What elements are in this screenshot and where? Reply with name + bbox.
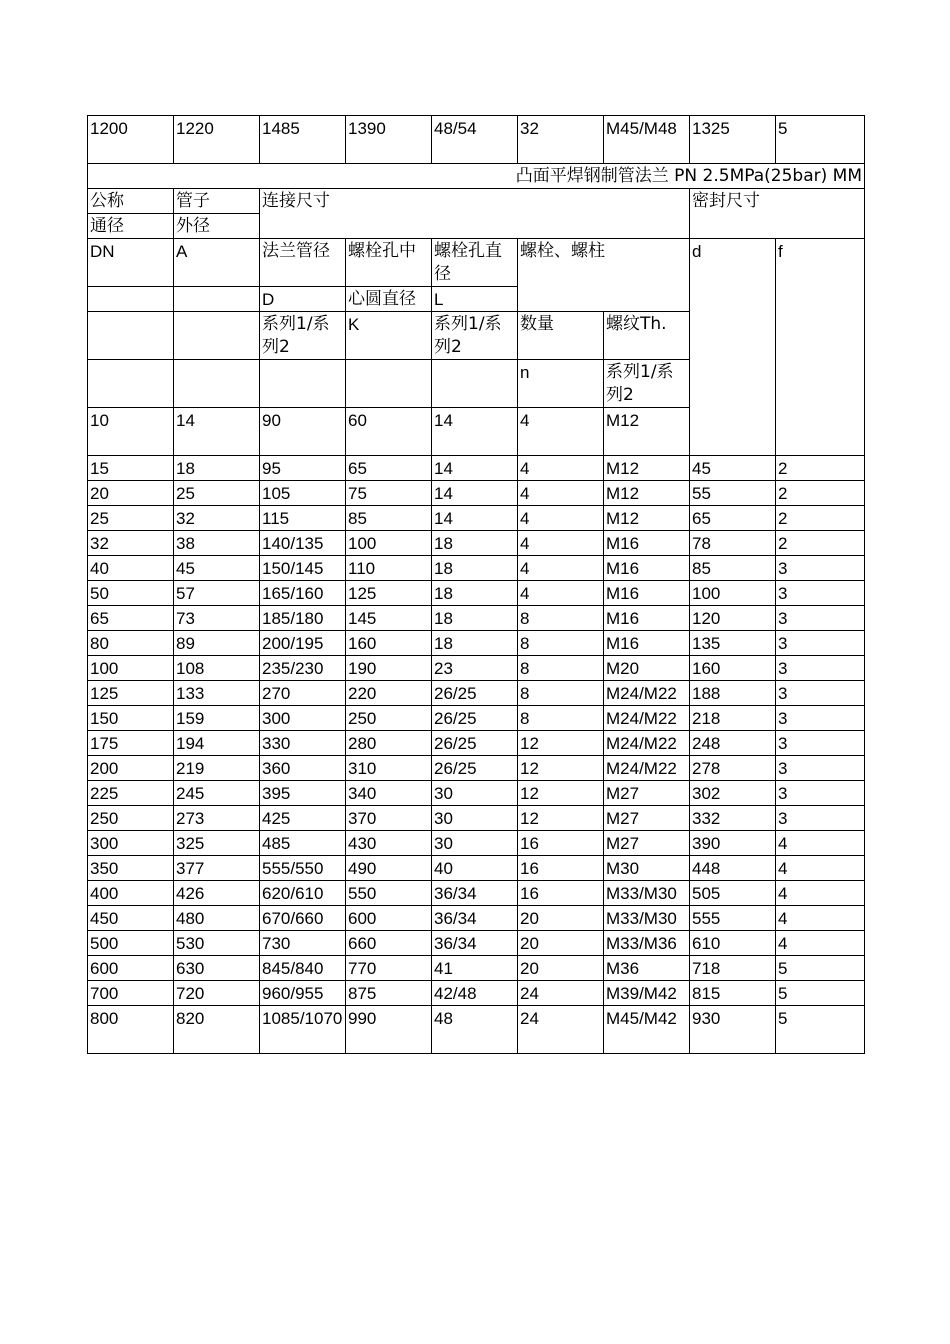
header-L: L <box>432 287 518 312</box>
table-cell: 8 <box>518 681 604 706</box>
header-thread: 螺纹Th. <box>604 312 690 360</box>
table-cell: M27 <box>604 781 690 806</box>
table-cell: 350 <box>88 856 174 881</box>
table-cell: 165/160 <box>260 581 346 606</box>
table-row <box>88 806 865 831</box>
table-cell: 340 <box>346 781 432 806</box>
table-cell: 20 <box>518 956 604 981</box>
table-cell: 3 <box>776 806 865 831</box>
table-cell: M36 <box>604 956 690 981</box>
table-cell: 530 <box>174 931 260 956</box>
table-cell: 660 <box>346 931 432 956</box>
table-cell: 12 <box>518 781 604 806</box>
table-cell: M16 <box>604 581 690 606</box>
table-cell: 65 <box>690 506 776 531</box>
table-cell: 20 <box>518 906 604 931</box>
table-cell: M24/M22 <box>604 706 690 731</box>
table-cell: 135 <box>690 631 776 656</box>
empty-cell <box>88 287 174 312</box>
empty-cell <box>174 360 260 408</box>
table-cell: 700 <box>88 981 174 1006</box>
top-cell: 1220 <box>174 116 260 164</box>
table-cell: 218 <box>690 706 776 731</box>
header-connection: 连接尺寸 <box>260 189 690 239</box>
table-cell: 4 <box>518 556 604 581</box>
table-cell: 875 <box>346 981 432 1006</box>
header-pipe-1: 管子 <box>174 189 260 214</box>
table-cell: 26/25 <box>432 706 518 731</box>
table-cell: 12 <box>518 756 604 781</box>
empty-cell <box>432 360 518 408</box>
header-pipe-2: 外径 <box>174 214 260 239</box>
header-bolt-center-2: 心圆直径 <box>346 287 432 312</box>
table-cell: 3 <box>776 656 865 681</box>
table-row <box>88 481 865 506</box>
table-cell: 245 <box>174 781 260 806</box>
table-cell: 720 <box>174 981 260 1006</box>
table-cell: 430 <box>346 831 432 856</box>
table-cell: 32 <box>88 531 174 556</box>
table-row <box>88 781 865 806</box>
table-cell: 4 <box>776 906 865 931</box>
header-n: n <box>518 360 604 408</box>
table-cell: 65 <box>346 456 432 481</box>
table-cell: 2 <box>776 531 865 556</box>
table-cell: 4 <box>518 408 604 456</box>
table-cell: 3 <box>776 556 865 581</box>
table-cell: 270 <box>260 681 346 706</box>
table-cell: M12 <box>604 408 690 456</box>
table-cell: 115 <box>260 506 346 531</box>
table-cell: 16 <box>518 881 604 906</box>
table-cell: 108 <box>174 656 260 681</box>
table-cell: 125 <box>88 681 174 706</box>
table-cell: 25 <box>174 481 260 506</box>
table-cell: 65 <box>88 606 174 631</box>
table-cell: 40 <box>432 856 518 881</box>
table-cell: 16 <box>518 831 604 856</box>
table-cell: 36/34 <box>432 931 518 956</box>
table-row <box>88 881 865 906</box>
table-cell: M30 <box>604 856 690 881</box>
empty-cell <box>346 360 432 408</box>
table-cell: 550 <box>346 881 432 906</box>
table-row <box>88 556 865 581</box>
table-cell: 14 <box>432 456 518 481</box>
table-cell: 14 <box>432 481 518 506</box>
header-bolt: 螺栓、螺柱 <box>518 239 690 312</box>
table-cell: 485 <box>260 831 346 856</box>
table-cell: 200 <box>88 756 174 781</box>
table-cell: 4 <box>518 481 604 506</box>
table-cell: 370 <box>346 806 432 831</box>
table-row <box>88 956 865 981</box>
table-cell: 500 <box>88 931 174 956</box>
table-cell: 3 <box>776 706 865 731</box>
table-cell: 4 <box>776 881 865 906</box>
table-cell: M16 <box>604 531 690 556</box>
table-cell: 3 <box>776 581 865 606</box>
table-cell: 630 <box>174 956 260 981</box>
table-row <box>88 631 865 656</box>
table-cell: 24 <box>518 1006 604 1054</box>
table-cell: 8 <box>518 656 604 681</box>
table-cell: M27 <box>604 806 690 831</box>
table-cell: 12 <box>518 806 604 831</box>
table-cell: 278 <box>690 756 776 781</box>
table-cell: 2 <box>776 506 865 531</box>
table-cell: 18 <box>432 631 518 656</box>
table-cell: 990 <box>346 1006 432 1054</box>
empty-cell <box>88 360 174 408</box>
header-bolt-hole: 螺栓孔直径 <box>432 239 518 287</box>
table-cell: 60 <box>346 408 432 456</box>
table-cell: 26/25 <box>432 756 518 781</box>
table-cell: 8 <box>518 631 604 656</box>
table-cell: 188 <box>690 681 776 706</box>
table-cell: 3 <box>776 606 865 631</box>
header-K: K <box>346 312 432 360</box>
table-cell: 48 <box>432 1006 518 1054</box>
table-cell: M20 <box>604 656 690 681</box>
empty-cell <box>174 287 260 312</box>
table-cell: 3 <box>776 756 865 781</box>
table-cell: 110 <box>346 556 432 581</box>
table-cell: 45 <box>690 456 776 481</box>
title-row <box>88 164 865 189</box>
table-cell: 12 <box>518 731 604 756</box>
table-cell: 4 <box>518 531 604 556</box>
table-cell: 600 <box>88 956 174 981</box>
table-row <box>88 656 865 681</box>
table-cell: 273 <box>174 806 260 831</box>
header-f: f <box>776 239 865 456</box>
table-row <box>88 706 865 731</box>
table-cell: 248 <box>690 731 776 756</box>
table-cell: 300 <box>88 831 174 856</box>
table-row <box>88 856 865 881</box>
table-cell: 18 <box>174 456 260 481</box>
table-cell: 100 <box>88 656 174 681</box>
table-cell: 175 <box>88 731 174 756</box>
table-cell: 718 <box>690 956 776 981</box>
table-cell: 610 <box>690 931 776 956</box>
table-cell: 73 <box>174 606 260 631</box>
table-row <box>88 981 865 1006</box>
table-cell: 120 <box>690 606 776 631</box>
table-cell: 815 <box>690 981 776 1006</box>
table-cell: 41 <box>432 956 518 981</box>
table-cell: 225 <box>88 781 174 806</box>
table-cell: 18 <box>432 531 518 556</box>
table-cell: 38 <box>174 531 260 556</box>
table-cell: 20 <box>518 931 604 956</box>
table-cell: 16 <box>518 856 604 881</box>
table-cell: M16 <box>604 556 690 581</box>
table-row <box>88 681 865 706</box>
table-cell: 395 <box>260 781 346 806</box>
table-cell: 190 <box>346 656 432 681</box>
table-cell: 250 <box>346 706 432 731</box>
table-cell: 280 <box>346 731 432 756</box>
table-cell: 800 <box>88 1006 174 1054</box>
table-cell: 5 <box>776 1006 865 1054</box>
table-cell: 4 <box>518 456 604 481</box>
table-cell: M24/M22 <box>604 681 690 706</box>
table-row <box>88 531 865 556</box>
top-cell: 1200 <box>88 116 174 164</box>
table-cell: 770 <box>346 956 432 981</box>
table-cell: 845/840 <box>260 956 346 981</box>
top-cell: 1485 <box>260 116 346 164</box>
header-flange-dia: 法兰管径 <box>260 239 346 287</box>
table-cell: 4 <box>776 931 865 956</box>
table-cell: 30 <box>432 806 518 831</box>
table-cell: 670/660 <box>260 906 346 931</box>
table-cell: M27 <box>604 831 690 856</box>
table-row-top <box>88 116 865 164</box>
table-cell: 2 <box>776 481 865 506</box>
table-cell: 377 <box>174 856 260 881</box>
empty-cell <box>260 360 346 408</box>
header-bolt-center-1: 螺栓孔中 <box>346 239 432 287</box>
table-cell: 36/34 <box>432 881 518 906</box>
table-row <box>88 731 865 756</box>
table-cell: 100 <box>346 531 432 556</box>
table-cell: 133 <box>174 681 260 706</box>
empty-cell <box>174 312 260 360</box>
table-row <box>88 931 865 956</box>
table-cell: 219 <box>174 756 260 781</box>
table-cell: 25 <box>88 506 174 531</box>
table-cell: 960/955 <box>260 981 346 1006</box>
table-cell: M12 <box>604 481 690 506</box>
table-cell: M39/M42 <box>604 981 690 1006</box>
table-cell: 45 <box>174 556 260 581</box>
table-cell: 105 <box>260 481 346 506</box>
table-cell: 10 <box>88 408 174 456</box>
table-cell: 20 <box>88 481 174 506</box>
table-cell: 14 <box>432 506 518 531</box>
table-cell: 160 <box>690 656 776 681</box>
table-cell: 325 <box>174 831 260 856</box>
table-cell: 490 <box>346 856 432 881</box>
table-cell: 3 <box>776 631 865 656</box>
table-cell: 36/34 <box>432 906 518 931</box>
header-series-b: 系列1/系列2 <box>432 312 518 360</box>
table-cell: 30 <box>432 831 518 856</box>
table-row <box>88 606 865 631</box>
table-cell: M33/M30 <box>604 906 690 931</box>
header-series-a: 系列1/系列2 <box>260 312 346 360</box>
table-cell: 85 <box>346 506 432 531</box>
table-cell: 310 <box>346 756 432 781</box>
table-cell: M16 <box>604 631 690 656</box>
table-cell: 26/25 <box>432 731 518 756</box>
table-cell: M24/M22 <box>604 731 690 756</box>
table-cell: 425 <box>260 806 346 831</box>
table-cell: 390 <box>690 831 776 856</box>
table-cell: 400 <box>88 881 174 906</box>
table-row <box>88 756 865 781</box>
table-row <box>88 906 865 931</box>
table-cell: 2 <box>776 456 865 481</box>
header-row-3 <box>88 239 865 287</box>
table-cell: 18 <box>432 581 518 606</box>
table-cell: 90 <box>260 408 346 456</box>
header-a: A <box>174 239 260 287</box>
table-cell: 3 <box>776 731 865 756</box>
table-cell: 30 <box>432 781 518 806</box>
table-cell: 185/180 <box>260 606 346 631</box>
table-cell: 930 <box>690 1006 776 1054</box>
table-cell: 85 <box>690 556 776 581</box>
table-cell: 24 <box>518 981 604 1006</box>
flange-table <box>87 115 865 1054</box>
table-cell: 250 <box>88 806 174 831</box>
table-cell: 3 <box>776 681 865 706</box>
top-cell: 32 <box>518 116 604 164</box>
table-cell: 150/145 <box>260 556 346 581</box>
table-cell: 80 <box>88 631 174 656</box>
table-cell: 75 <box>346 481 432 506</box>
header-series-c: 系列1/系列2 <box>604 360 690 408</box>
table-cell: 5 <box>776 956 865 981</box>
table-cell: 95 <box>260 456 346 481</box>
header-seal: 密封尺寸 <box>690 189 865 239</box>
table-cell: 820 <box>174 1006 260 1054</box>
table-cell: 160 <box>346 631 432 656</box>
table-cell: 18 <box>432 556 518 581</box>
table-cell: 32 <box>174 506 260 531</box>
table-cell: 57 <box>174 581 260 606</box>
header-d: d <box>690 239 776 456</box>
table-row <box>88 1006 865 1054</box>
table-cell: 14 <box>432 408 518 456</box>
table-cell: 450 <box>88 906 174 931</box>
table-cell: M24/M22 <box>604 756 690 781</box>
table-cell: 620/610 <box>260 881 346 906</box>
header-nominal-1: 公称 <box>88 189 174 214</box>
table-cell: 18 <box>432 606 518 631</box>
table-cell: 26/25 <box>432 681 518 706</box>
table-cell: 4 <box>518 506 604 531</box>
table-cell: M16 <box>604 606 690 631</box>
top-cell: 1325 <box>690 116 776 164</box>
table-cell: 8 <box>518 706 604 731</box>
table-cell: 360 <box>260 756 346 781</box>
table-cell: 14 <box>174 408 260 456</box>
table-cell: 50 <box>88 581 174 606</box>
table-cell: 300 <box>260 706 346 731</box>
table-row <box>88 581 865 606</box>
table-cell: 3 <box>776 781 865 806</box>
table-cell: 200/195 <box>260 631 346 656</box>
table-cell: 555/550 <box>260 856 346 881</box>
table-cell: M45/M42 <box>604 1006 690 1054</box>
table-cell: 125 <box>346 581 432 606</box>
table-cell: 235/230 <box>260 656 346 681</box>
table-row <box>88 506 865 531</box>
table-cell: 600 <box>346 906 432 931</box>
table-cell: 8 <box>518 606 604 631</box>
table-cell: 480 <box>174 906 260 931</box>
top-cell: 1390 <box>346 116 432 164</box>
table-cell: 332 <box>690 806 776 831</box>
table-cell: 448 <box>690 856 776 881</box>
table-cell: 330 <box>260 731 346 756</box>
table-cell: 4 <box>776 831 865 856</box>
table-title: 凸面平焊钢制管法兰 PN 2.5MPa(25bar) MM <box>88 164 865 189</box>
header-qty: 数量 <box>518 312 604 360</box>
table-cell: M12 <box>604 456 690 481</box>
table-cell: 505 <box>690 881 776 906</box>
table-cell: 89 <box>174 631 260 656</box>
header-D: D <box>260 287 346 312</box>
table-cell: 23 <box>432 656 518 681</box>
table-cell: 55 <box>690 481 776 506</box>
table-cell: 194 <box>174 731 260 756</box>
header-nominal-2: 通径 <box>88 214 174 239</box>
top-cell: 5 <box>776 116 865 164</box>
table-cell: 15 <box>88 456 174 481</box>
table-cell: 220 <box>346 681 432 706</box>
table-cell: 426 <box>174 881 260 906</box>
empty-cell <box>88 312 174 360</box>
header-row-1 <box>88 189 865 214</box>
table-cell: 78 <box>690 531 776 556</box>
table-cell: 730 <box>260 931 346 956</box>
table-cell: 145 <box>346 606 432 631</box>
table-cell: M12 <box>604 506 690 531</box>
table-cell: M33/M30 <box>604 881 690 906</box>
table-cell: 1085/1070 <box>260 1006 346 1054</box>
table-row <box>88 831 865 856</box>
table-cell: 150 <box>88 706 174 731</box>
table-cell: 555 <box>690 906 776 931</box>
top-cell: 48/54 <box>432 116 518 164</box>
table-cell: 100 <box>690 581 776 606</box>
table-cell: 4 <box>518 581 604 606</box>
header-dn: DN <box>88 239 174 287</box>
table-cell: M33/M36 <box>604 931 690 956</box>
top-cell: M45/M48 <box>604 116 690 164</box>
table-cell: 5 <box>776 981 865 1006</box>
table-cell: 302 <box>690 781 776 806</box>
table-row <box>88 456 865 481</box>
table-cell: 4 <box>776 856 865 881</box>
table-cell: 40 <box>88 556 174 581</box>
table-cell: 159 <box>174 706 260 731</box>
table-cell: 140/135 <box>260 531 346 556</box>
table-cell: 42/48 <box>432 981 518 1006</box>
